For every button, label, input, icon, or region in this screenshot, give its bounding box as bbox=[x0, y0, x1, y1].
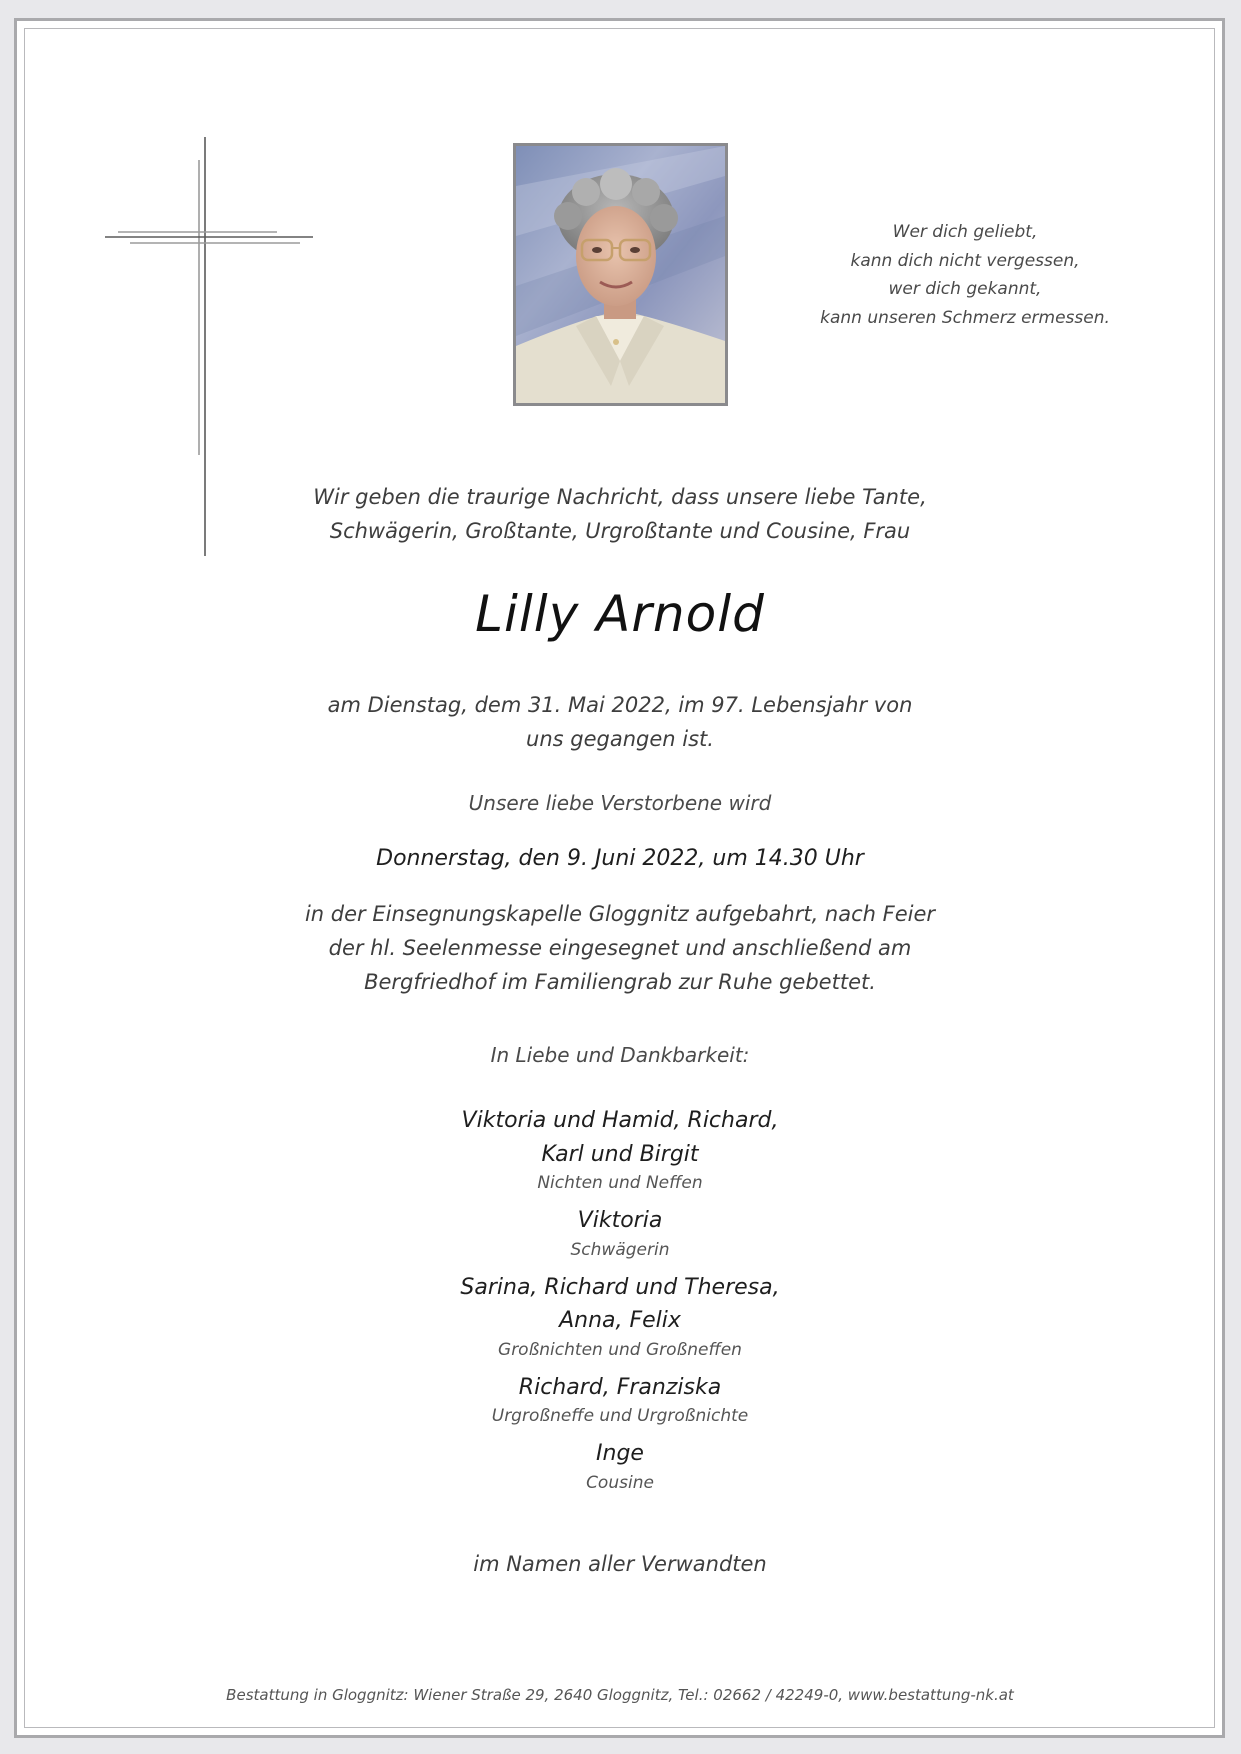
mourner-names: Sarina, Richard und Theresa, bbox=[460, 1274, 780, 1300]
deceased-name: Lilly Arnold bbox=[475, 585, 765, 643]
mourner-group bbox=[220, 1204, 1020, 1262]
memorial-quote bbox=[790, 218, 1140, 332]
portrait-photo bbox=[513, 143, 728, 406]
mourners-list bbox=[220, 1104, 1020, 1504]
mourner-relation: Schwägerin bbox=[570, 1239, 670, 1260]
mourner-group bbox=[220, 1371, 1020, 1429]
quote-line: wer dich gekannt, bbox=[888, 279, 1042, 299]
mourner-relation: Nichten und Neffen bbox=[537, 1173, 703, 1193]
mourner-names: Inge bbox=[596, 1441, 644, 1466]
funeral-home-footer: Bestattung in Gloggnitz: Wiener Straße 29, 2640 Gloggnitz, Tel.: 02662 / 42249-0, www.bestattung-nk.at bbox=[226, 1686, 1014, 1704]
intro-line: Schwägerin, Großtante, Urgroßtante und Cousine, Frau bbox=[329, 519, 911, 543]
mourner-group bbox=[220, 1104, 1020, 1195]
ceremony-line: Bergfriedhof im Familiengrab zur Ruhe gebettet. bbox=[364, 970, 876, 994]
quote-line: Wer dich geliebt, bbox=[892, 222, 1038, 242]
gratitude-line: In Liebe und Dankbarkeit: bbox=[490, 1043, 750, 1067]
closing-line: im Namen aller Verwandten bbox=[473, 1552, 767, 1576]
ceremony-line: in der Einsegnungskapelle Gloggnitz aufgebahrt, nach Feier bbox=[304, 902, 936, 926]
ceremony-date: Donnerstag, den 9. Juni 2022, um 14.30 Uhr bbox=[376, 846, 864, 871]
mourner-names: Richard, Franziska bbox=[518, 1374, 722, 1400]
mourner-names: Viktoria bbox=[577, 1208, 663, 1233]
mourner-relation: Cousine bbox=[586, 1472, 654, 1493]
mourner-names: Anna, Felix bbox=[559, 1308, 681, 1333]
death-line: am Dienstag, dem 31. Mai 2022, im 97. Lebensjahr von bbox=[327, 693, 913, 717]
ceremony-lead: Unsere liebe Verstorbene wird bbox=[468, 791, 772, 815]
mourner-group bbox=[220, 1437, 1020, 1495]
mourner-names: Karl und Birgit bbox=[541, 1141, 699, 1167]
quote-line: kann unseren Schmerz ermessen. bbox=[820, 307, 1110, 328]
ceremony-details bbox=[220, 897, 1020, 999]
ceremony-line: der hl. Seelenmesse eingesegnet und anschließend am bbox=[328, 936, 912, 960]
intro-line: Wir geben die traurige Nachricht, dass unsere liebe Tante, bbox=[313, 485, 927, 509]
mourner-group bbox=[220, 1271, 1020, 1362]
mourner-relation: Großnichten und Großneffen bbox=[498, 1339, 742, 1360]
mourner-names: Viktoria und Hamid, Richard, bbox=[461, 1108, 779, 1133]
announcement-intro bbox=[220, 480, 1020, 548]
death-notice bbox=[220, 688, 1020, 756]
mourner-relation: Urgroßneffe und Urgroßnichte bbox=[491, 1406, 749, 1426]
quote-line: kann dich nicht vergessen, bbox=[850, 250, 1080, 271]
death-line: uns gegangen ist. bbox=[526, 727, 714, 751]
